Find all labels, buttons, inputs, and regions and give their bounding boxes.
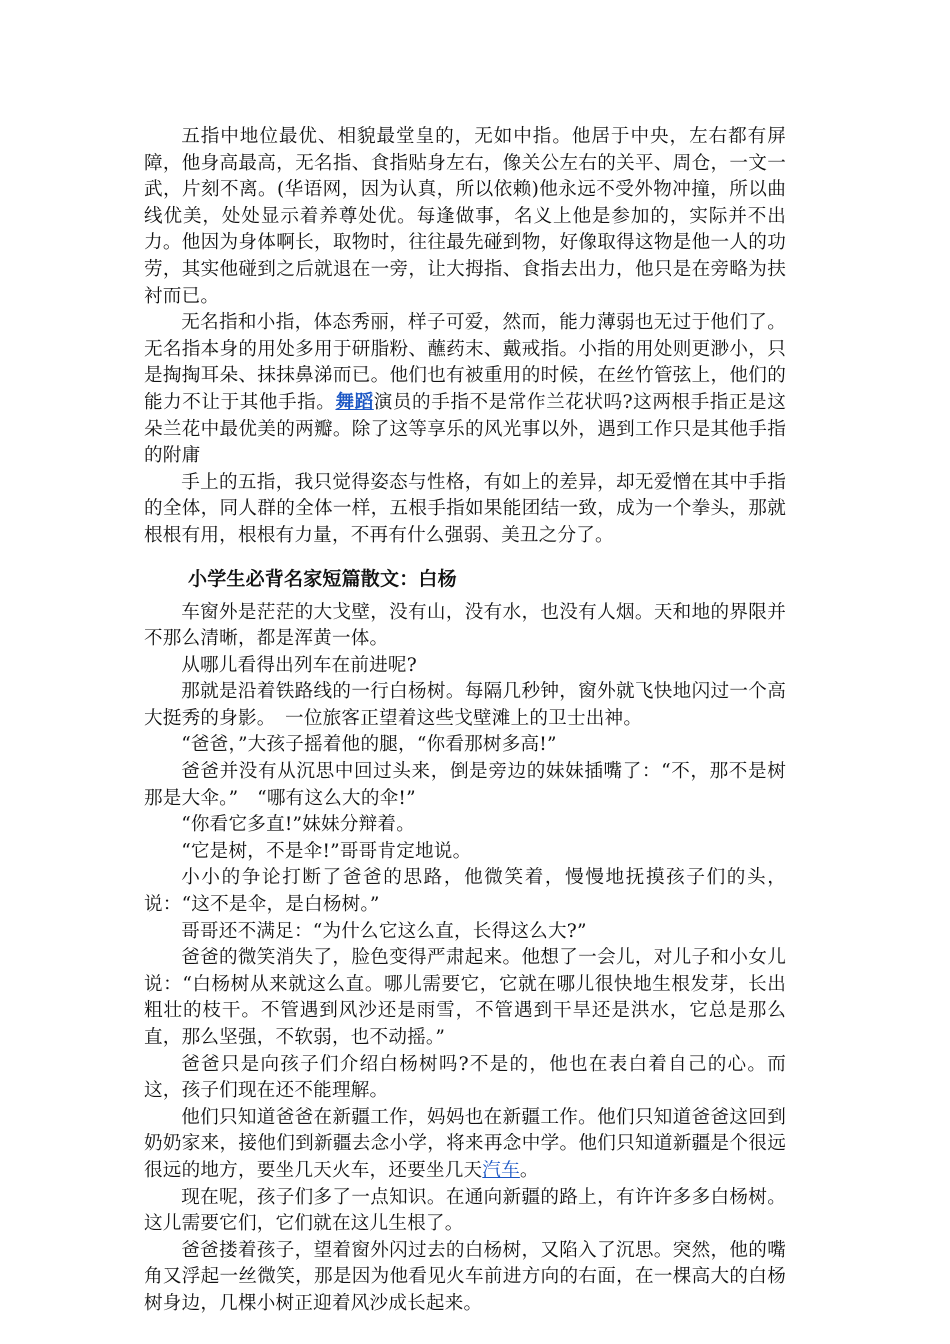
essay1-paragraph-1: 五指中地位最优、相貌最堂皇的，无如中指。他居于中央，左右都有屏障，他身高最高，无名指、食指贴身左右，像关公左右的关平、周仓，一文一武，片刻不离。(华语网，因为认真，所以依赖)他永远不受外物冲撞，所以曲线优美，处处显示着养尊处优。每逢做事，名义上他是参加的，实际并不出力。他因为身体啊长，取物时，往往最先碰到物，好像取得这物是他一人的功劳，其实他碰到之后就退在一旁，让大拇指、食指去出力，他只是在旁略为扶衬而已。: [144, 126, 786, 307]
essay2-paragraph-1: 车窗外是茫茫的大戈壁，没有山，没有水，也没有人烟。天和地的界限并不那么清晰，都是浑黄一体。: [144, 601, 786, 650]
essay2-paragraph-12: [144, 1105, 786, 1185]
essay2-title: 小学生必背名家短篇散文：白杨: [188, 567, 457, 590]
essay2-paragraph-2: 从哪儿看得出列车在前进呢?: [181, 654, 417, 676]
dance-link[interactable]: 舞蹈: [335, 391, 374, 413]
essay2-paragraph-10: 爸爸的微笑消失了，脸色变得严肃起来。他想了一会儿，对儿子和小女儿说：“白杨树从来就这么直。哪儿需要它，它就在哪儿很快地生根发芽，长出粗壮的枝干。不管遇到风沙还是雨雪，不管遇到干旱还是洪水，它总是那么直，那么坚强，不软弱，也不动摇。”: [144, 947, 786, 1048]
essay1-paragraph-2-text-b: 演员的手指不是常作兰花状吗?这两根手指正是这朵兰花中最优美的两瓣。除了这等享乐的风光事以外，遇到工作只是其他手指的附庸: [144, 391, 786, 467]
essay2-paragraph-7: “它是树，不是伞!”哥哥肯定地说。: [181, 840, 472, 862]
essay2-paragraph-12-text-b: 。: [519, 1159, 539, 1181]
essay1-paragraph-2-text-a: 无名指和小指，体态秀丽，样子可爱，然而，能力薄弱也无过于他们了。无名指本身的用处多用于研脂粉、蘸药末、戴戒指。小指的用处则更渺小，只是掏掏耳朵、抹抹鼻涕而已。他们也有被重用的时候，在丝竹管弦上，他们的能力不让于其他手指。: [144, 312, 786, 413]
essay2-paragraph-8: 小小的争论打断了爸爸的思路，他微笑着，慢慢地抚摸孩子们的头，说：“这不是伞，是白杨树。”: [144, 867, 786, 916]
essay2-paragraph-4: “爸爸，”大孩子摇着他的腿，“你看那树多高!”: [181, 734, 557, 756]
essay2-paragraph-13: 现在呢，孩子们多了一点知识。在通向新疆的路上，有许许多多白杨树。这儿需要它们，它们就在这儿生根了。: [144, 1186, 786, 1235]
essay2-paragraph-11: 爸爸只是向孩子们介绍白杨树吗?不是的，他也在表白着自己的心。而这，孩子们现在还不能理解。: [144, 1053, 786, 1102]
essay2-paragraph-6: “你看它多直!”妹妹分辩着。: [181, 814, 416, 836]
document-page: [144, 124, 786, 1318]
essay1-paragraph-3: 手上的五指，我只觉得姿态与性格，有如上的差异，却无爱憎在其中手指的全体，同人群的全体一样，五根手指如果能团结一致，成为一个拳头，那就根根有用，根根有力量，不再有什么强弱、美丑之分了。: [144, 471, 786, 546]
essay2-paragraph-9: 哥哥还不满足：“为什么它这么直，长得这么大?”: [181, 920, 587, 942]
essay2-paragraph-5: 爸爸并没有从沉思中回过头来，倒是旁边的妹妹插嘴了：“不，那不是树那是大伞。” “哪有这么大的伞!”: [144, 761, 786, 809]
essay2-paragraph-12-text-a: 他们只知道爸爸在新疆工作，妈妈也在新疆工作。他们只知道爸爸这回到奶奶家来，接他们到新疆去念小学，将来再念中学。他们只知道新疆是个很远很远的地方，要坐几天火车，还要坐几天: [144, 1106, 786, 1181]
essay1-paragraph-2: [144, 310, 786, 470]
car-link[interactable]: 汽车: [482, 1159, 520, 1181]
essay2-paragraph-14: 爸爸搂着孩子，望着窗外闪过去的白杨树，又陷入了沉思。突然，他的嘴角又浮起一丝微笑，那是因为他看见火车前进方向的右面，在一棵高大的白杨树身边，几棵小树正迎着风沙成长起来。: [144, 1239, 786, 1314]
essay2-paragraph-3: 那就是沿着铁路线的一行白杨树。每隔几秒钟，窗外就飞快地闪过一个高大挺秀的身影。 一位旅客正望着这些戈壁滩上的卫士出神。: [144, 681, 786, 729]
